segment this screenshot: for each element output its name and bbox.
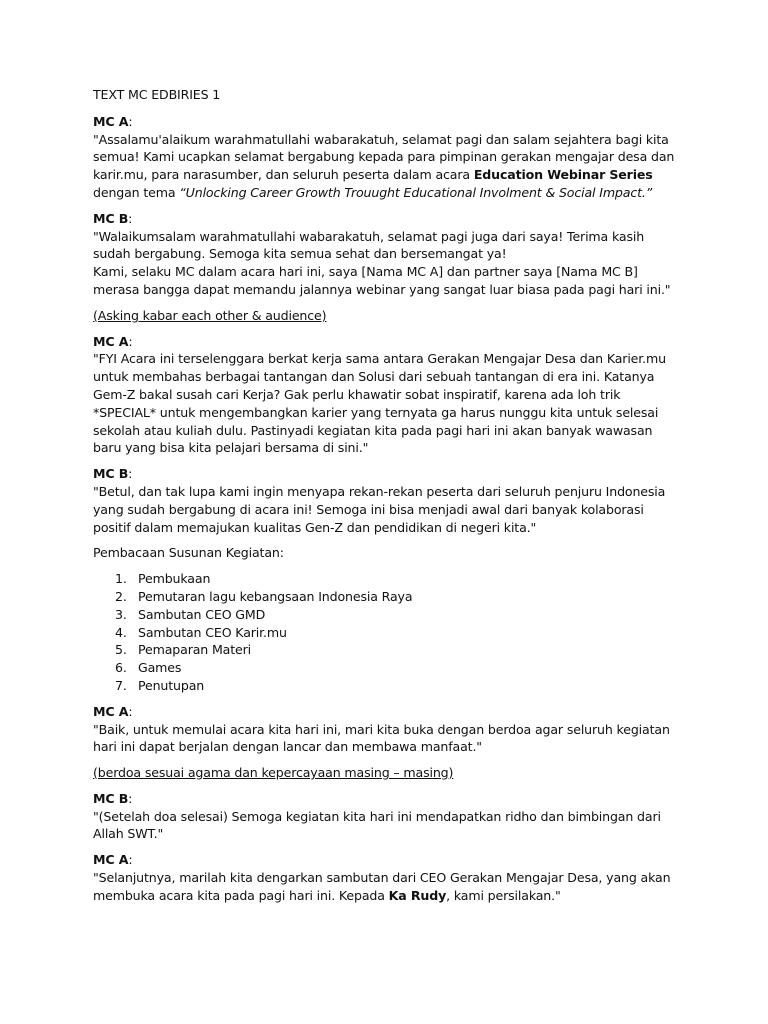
speaker-label: MC B: (93, 466, 133, 482)
document-title: TEXT MC EDBIRIES 1 (93, 87, 221, 102)
agenda-item-number: 3. (115, 606, 127, 622)
speaker-label: MC A: (93, 852, 133, 868)
agenda-item-number: 6. (115, 660, 127, 676)
agenda-item (93, 588, 683, 606)
agenda-item-label: Sambutan CEO Karir.mu (138, 624, 287, 640)
agenda-item (93, 624, 683, 642)
speaker-block (93, 465, 683, 536)
speaker-label: MC B: (93, 210, 133, 226)
agenda-item-label: Pemutaran lagu kebangsaan Indonesia Raya (138, 588, 413, 604)
document-page (93, 86, 683, 913)
dialogue-text: "Betul, dan tak lupa kami ingin menyapa rekan-rekan peserta dari seluruh penjuru Indonesia yang sudah bergabung di acara ini! Semoga ini bisa menjadi awal dari banyak kolaborasi positif dalam memajukan kualitas Gen-Z dan pendidikan di negeri kita." (93, 483, 666, 535)
agenda-item (93, 677, 683, 695)
stage-note-berdoa: (berdoa sesuai agama dan kepercayaan masing – masing) (93, 765, 454, 781)
speaker-label: MC A: (93, 113, 133, 129)
agenda-item (93, 606, 683, 624)
dialogue-text: "Baik, untuk memulai acara kita hari ini, mari kita buka dengan berdoa agar seluruh kegiatan hari ini dapat berjalan dengan lancar dan membawa manfaat." (93, 721, 670, 755)
stage-note-asking-kabar: (Asking kabar each other & audience) (93, 307, 327, 323)
agenda-item-number: 4. (115, 624, 127, 640)
agenda-item-number: 7. (115, 677, 127, 693)
dialogue-section-3 (93, 703, 683, 756)
dialogue-text: "Selanjutnya, marilah kita dengarkan sambutan dari CEO Gerakan Mengajar Desa, yang akan membuka acara kita pada pagi hari ini. Kepada Ka Rudy, kami persilakan." (93, 870, 671, 903)
agenda-item-label: Pembukaan (138, 571, 211, 587)
agenda-item-number: 2. (115, 588, 127, 604)
speaker-block (93, 333, 683, 458)
agenda-list (93, 570, 683, 695)
speaker-block (93, 703, 683, 756)
agenda-heading: Pembacaan Susunan Kegiatan: (93, 545, 284, 561)
agenda-item-number: 5. (115, 642, 127, 658)
agenda-item (93, 641, 683, 659)
speaker-block (93, 851, 683, 904)
speaker-block (93, 790, 683, 843)
agenda-item (93, 570, 683, 588)
dialogue-text: "(Setelah doa selesai) Semoga kegiatan kita hari ini mendapatkan ridho dan bimbingan dari Allah SWT." (93, 808, 661, 842)
dialogue-section-2 (93, 333, 683, 537)
speaker-label: MC A: (93, 333, 133, 349)
speaker-label: MC A: (93, 703, 133, 719)
dialogue-text: "Walaikumsalam warahmatullahi wabarakatuh, selamat pagi juga dari saya! Terima kasih sudah bergabung. Semoga kita semua sehat dan bersemangat ya! (93, 228, 645, 262)
speaker-label: MC B: (93, 790, 133, 806)
dialogue-text: "FYI Acara ini terselenggara berkat kerja sama antara Gerakan Mengajar Desa dan Karier.mu untuk membahas berbagai tantangan dan Solusi dari sebuah tantangan di era ini. Katanya Gem-Z bakal susah cari Kerja? Gak perlu khawatir sobat inspiratif, karena ada loh trik *SPECIAL* untuk mengembangkan karier yang ternyata ga harus nunggu kita untuk selesai sekolah atau kuliah dulu. Pastinyadi kegiatan kita pada pagi hari ini akan banyak wawasan baru yang bisa kita pelajari bersama di sini." (93, 351, 666, 456)
agenda-item-number: 1. (115, 571, 127, 587)
agenda-item-label: Pemaparan Materi (138, 642, 252, 658)
agenda-item (93, 659, 683, 677)
speaker-block (93, 210, 683, 299)
dialogue-section-4 (93, 790, 683, 905)
dialogue-text: Kami, selaku MC dalam acara hari ini, saya [Nama MC A] dan partner saya [Nama MC B] merasa bangga dapat memandu jalannya webinar yang sangat luar biasa pada pagi hari ini." (93, 264, 671, 297)
dialogue-text: "Assalamu'alaikum warahmatullahi wabarakatuh, selamat pagi dan salam sejahtera bagi kita semua! Kami ucapkan selamat bergabung kepada para pimpinan gerakan mengajar desa dan karir.mu, para narasumber, dan seluruh peserta dalam acara Education Webinar Series dengan tema “Unlocking Career Growth Trouught Educational Involment & Social Impact.” (93, 131, 675, 200)
agenda-item-label: Penutupan (138, 677, 205, 693)
agenda-item-label: Sambutan CEO GMD (138, 606, 266, 622)
dialogue-section-1 (93, 113, 683, 299)
speaker-block (93, 113, 683, 202)
agenda-item-label: Games (138, 660, 182, 676)
